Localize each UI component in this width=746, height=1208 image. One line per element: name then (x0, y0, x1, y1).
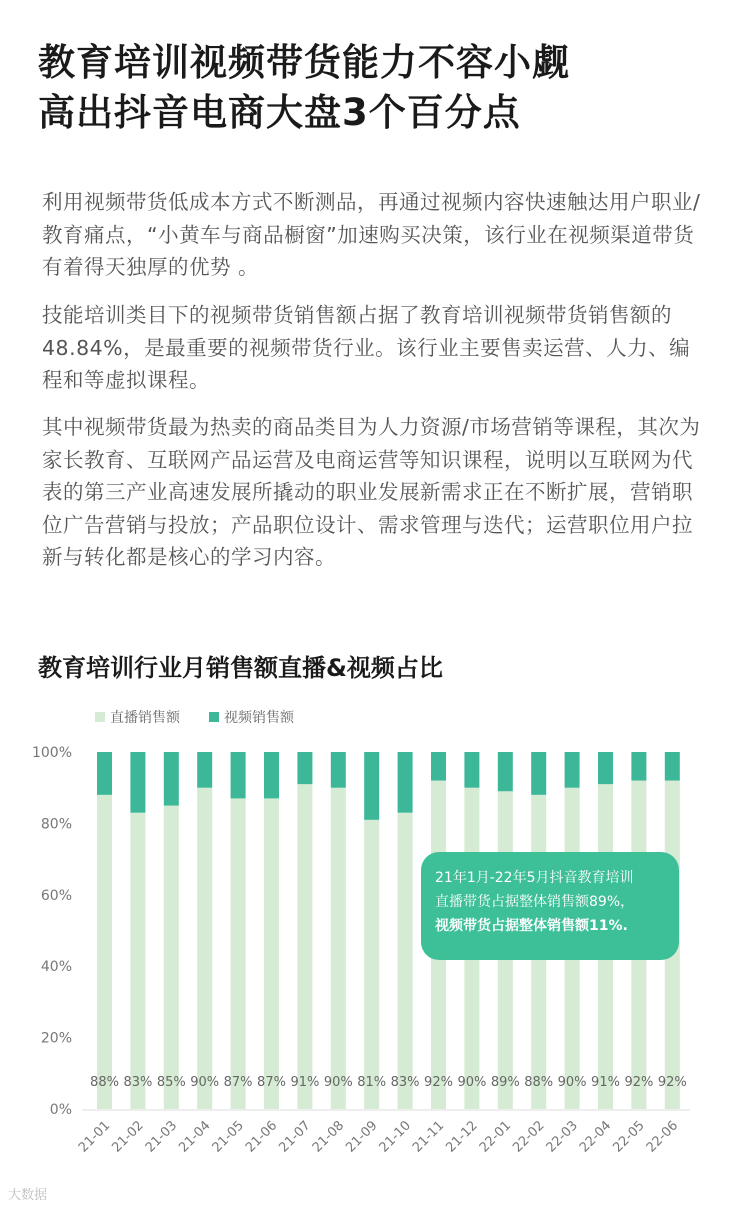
data-label: 91% (591, 1075, 620, 1090)
bar-video (364, 752, 379, 820)
x-tick-label: 21-11 (410, 1118, 448, 1156)
data-label: 90% (190, 1075, 220, 1090)
data-label: 88% (90, 1075, 119, 1090)
data-label: 91% (290, 1075, 320, 1090)
x-tick-label: 21-09 (343, 1118, 381, 1156)
x-tick-label: 22-02 (510, 1118, 548, 1156)
bar-video (498, 752, 513, 791)
bar-video (331, 752, 346, 788)
legend-label: 视频销售额 (224, 710, 294, 726)
data-label: 83% (390, 1075, 420, 1090)
bar-live (197, 788, 212, 1109)
data-label: 85% (156, 1075, 186, 1090)
y-tick-label: 60% (40, 887, 72, 904)
x-tick-label: 21-03 (142, 1118, 181, 1156)
bar-live (264, 798, 279, 1109)
bar-video (665, 752, 680, 781)
bar-video (598, 752, 613, 784)
bar-video (297, 752, 312, 784)
x-tick-label: 21-05 (209, 1118, 247, 1156)
x-tick-label: 21-06 (243, 1118, 281, 1156)
y-tick-label: 40% (40, 959, 72, 976)
callout-line-2: 直播带货占据整体销售额89%， (435, 894, 635, 910)
bar-live (97, 795, 112, 1109)
data-label: 92% (624, 1075, 654, 1090)
legend-swatch (95, 712, 105, 722)
bar-video (531, 752, 546, 795)
x-tick-label: 22-05 (610, 1118, 648, 1156)
data-label: 87% (223, 1075, 253, 1090)
x-tick-label: 21-04 (176, 1118, 214, 1156)
bar-live (231, 798, 246, 1109)
x-tick-label: 21-01 (76, 1118, 114, 1156)
bar-video (264, 752, 279, 798)
y-tick-label: 100% (31, 745, 72, 761)
data-label: 90% (323, 1075, 353, 1090)
bar-live (164, 806, 179, 1109)
paragraph-1: 利用视频带货低成本方式不断测品，再通过视频内容快速触达用户职业/教育痛点，“小黄车与商品橱窗”加速购买决策，该行业在视频渠道带货有着得天独厚的优势 。 (42, 190, 701, 279)
x-tick-label: 21-10 (376, 1118, 414, 1156)
callout-line-3: 视频带货占据整体销售额11%. (435, 918, 628, 934)
bar-live (130, 813, 145, 1109)
x-tick-label: 22-01 (476, 1118, 515, 1156)
page-title (38, 38, 718, 138)
x-tick-label: 21-02 (109, 1118, 147, 1156)
bar-video (164, 752, 179, 806)
x-tick-label: 22-06 (643, 1118, 682, 1156)
data-label: 88% (524, 1075, 554, 1090)
data-label: 92% (424, 1075, 453, 1090)
chart-title: 教育培训行业月销售额直播&视频占比 (38, 654, 443, 682)
callout-line-1: 21年1月-22年5月抖音教育培训 (435, 870, 634, 886)
bar-video (398, 752, 413, 813)
bar-video (231, 752, 246, 798)
x-tick-label: 22-04 (577, 1118, 615, 1156)
paragraph-3: 其中视频带货最为热卖的商品类目为人力资源/市场营销等课程，其次为家长教育、互联网产品运营及电商运营等知识课程，说明以互联网为代表的第三产业高速发展所撬动的职业发展新需求正在不断扩展，营销职位广告营销与投放；产品职位设计、需求管理与迭代；运营职位用户拉新与转化都是核心的学习内容。 (42, 415, 701, 569)
data-label: 87% (257, 1075, 286, 1090)
y-tick-label: 20% (40, 1030, 72, 1047)
bar-video (130, 752, 145, 813)
data-label: 83% (123, 1075, 153, 1090)
bar-video (464, 752, 479, 788)
bar-live (297, 784, 312, 1109)
bar-live (364, 820, 379, 1109)
legend-label: 直播销售额 (110, 710, 180, 726)
legend-swatch (209, 712, 219, 722)
data-label: 92% (657, 1075, 687, 1090)
data-label: 90% (557, 1075, 587, 1090)
data-label: 90% (457, 1075, 487, 1090)
x-tick-label: 22-03 (543, 1118, 581, 1156)
bar-video (97, 752, 112, 795)
title-line-2: 高出抖音电商大盘3个百分点 (38, 91, 521, 134)
y-tick-label: 0% (49, 1102, 72, 1118)
bar-live (398, 813, 413, 1109)
bar-video (631, 752, 646, 781)
x-tick-label: 21-12 (443, 1118, 481, 1156)
x-tick-label: 21-08 (309, 1118, 348, 1156)
bar-video (197, 752, 212, 788)
data-label: 89% (490, 1075, 520, 1090)
title-line-1: 教育培训视频带货能力不容小觑 (38, 41, 570, 84)
paragraph-2: 技能培训类目下的视频带货销售额占据了教育培训视频带货销售额的48.84%，是最重要的视频带货行业。该行业主要售卖运营、人力、编程和等虚拟课程。 (42, 303, 691, 392)
x-tick-label: 21-07 (276, 1118, 314, 1156)
bar-video (431, 752, 446, 781)
data-label: 81% (357, 1075, 387, 1090)
summary-callout (421, 852, 679, 960)
bar-live (331, 788, 346, 1109)
source-footer: 大数据 (8, 1188, 48, 1203)
bar-video (565, 752, 580, 788)
y-tick-label: 80% (40, 816, 72, 833)
